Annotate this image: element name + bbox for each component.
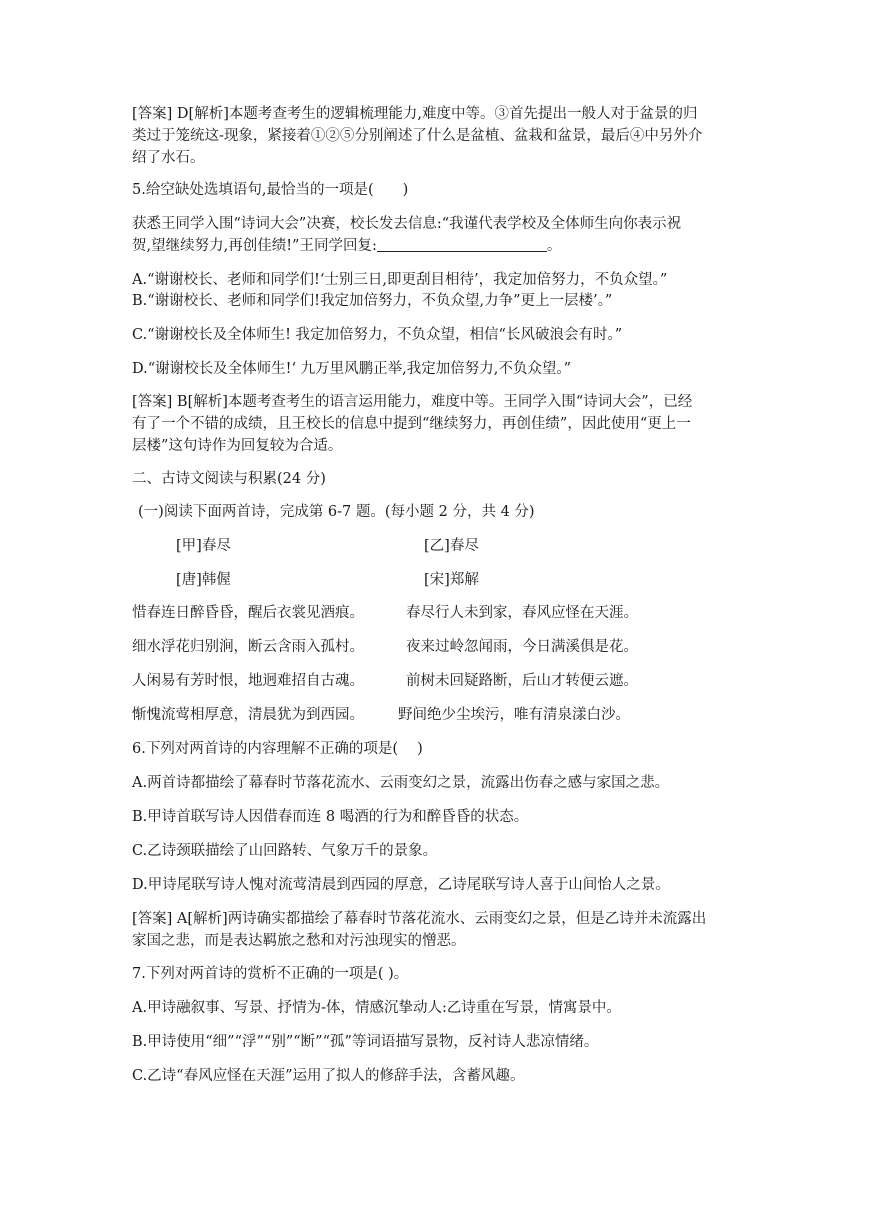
q5-option-b: B.“谢谢校长、老师和同学们!我定加倍努力，不负众望,力争”更上一层楼’。”	[132, 293, 613, 309]
q5-context	[132, 236, 561, 256]
q7-stem: 7.下列对两首诗的赏析不正确的一项是( )。	[132, 966, 409, 982]
q5-answer-line: 有了一个不错的成绩，且王校长的信息中提到“继续努力，再创佳绩”，因此使用“更上一	[132, 416, 691, 432]
q4-answer-line: [答案] D[解析]本题考查考生的逻辑梳理能力,难度中等。③首先提出一般人对于盆景的归	[132, 106, 698, 122]
poem-a-author: [唐]韩偓	[176, 572, 231, 588]
q4-answer-line: 类过于笼统这-现象，紧接着①②⑤分别阐述了什么是盆植、盆栽和盆景，最后④中另外介	[132, 128, 703, 144]
poem-a-line: 惭愧流莺相厚意，清晨犹为到西园。	[132, 707, 364, 723]
q7-option-a: A.甲诗融叙事、写景、抒情为-体，情感沉挚动人:乙诗重在写景，情寓景中。	[132, 1000, 621, 1016]
q7-option-c: C.乙诗“春风应怪在天涯”运用了拟人的修辞手法，含蓄风趣。	[132, 1068, 525, 1084]
poem-b-line: 野间绝少尘埃污，唯有清泉漾白沙。	[398, 707, 630, 723]
q6-answer-line: [答案] A[解析]两诗确实都描绘了幕春时节落花流水、云雨变幻之景，但是乙诗并未流露出	[132, 911, 707, 927]
q5-option-a: A.“谢谢校长、老师和同学们!‘士别三日,即更刮目相待’，我定加倍努力，不负众望。”	[132, 272, 668, 288]
section-instruction: (一)阅读下面两首诗，完成第 6-7 题。(每小题 2 分，共 4 分)	[138, 504, 535, 520]
q6-option-a: A.两首诗都描绘了幕春时节落花流水、云雨变幻之景，流露出伤春之感与家国之悲。	[132, 775, 670, 791]
q5-answer-line: 层楼”这句诗作为回复较为合适。	[132, 438, 343, 454]
q5-context-text: 贺,望继续努力,再创佳绩!”王同学回复:	[132, 238, 377, 254]
q4-answer-line: 绍了水石。	[132, 150, 205, 166]
q5-option-d: D.“谢谢校长及全体师生!‘ 九万里风鹏正举,我定加倍努力,不负众望。”	[132, 361, 572, 377]
q6-option-d: D.甲诗尾联写诗人愧对流莺清晨到西园的厚意，乙诗尾联写诗人喜于山间怡人之景。	[132, 877, 670, 893]
poem-a-line: 细水浮花归别涧，断云含雨入孤村。	[132, 639, 364, 655]
poem-b-title: [乙]春尽	[424, 538, 479, 554]
section-heading: 二、古诗文阅读与积累(24 分)	[132, 471, 326, 487]
q5-stem: 5.给空缺处选填语句,最恰当的一项是( )	[132, 182, 409, 198]
q5-context-end: 。	[546, 238, 562, 254]
poem-a-line: 惜春连日醉昏昏，醒后衣裳见酒痕。	[132, 605, 364, 621]
poem-b-author: [宋]郑解	[424, 572, 479, 588]
poem-a-line: 人闲易有芳时恨，地迥难招自古魂。	[132, 673, 364, 689]
q7-option-b: B.甲诗使用“细”“浮”“别”“断”“孤”等词语描写景物，反衬诗人悲凉情绪。	[132, 1034, 599, 1050]
q5-option-c: C.“谢谢校长及全体师生! 我定加倍努力，不负众望，相信“长风破浪会有时。”	[132, 327, 623, 343]
q6-stem: 6.下列对两首诗的内容理解不正确的项是( )	[132, 741, 423, 757]
q6-option-c: C.乙诗颈联描绘了山回路转、气象万千的景象。	[132, 843, 438, 859]
q5-answer-line: [答案] B[解析]本题考查考生的语言运用能力，难度中等。王同学入围“诗词大会”，已经	[132, 394, 693, 410]
q6-answer-line: 家国之悲，而是表达羁旅之愁和对污浊现实的憎恶。	[132, 933, 466, 949]
poem-b-line: 春尽行人未到家，春风应怪在天涯。	[406, 605, 638, 621]
q6-option-b: B.甲诗首联写诗人因借春而连 8 喝酒的行为和醉昏昏的状态。	[132, 809, 529, 825]
fill-in-blank	[377, 237, 547, 252]
poem-b-line: 前树未回疑路断，后山才转便云遮。	[406, 673, 638, 689]
poem-a-title: [甲]春尽	[176, 538, 231, 554]
poem-b-line: 夜来过岭忽闻雨，今日满溪俱是花。	[406, 639, 638, 655]
q5-context: 获悉王同学入围“诗词大会”决赛，校长发去信息:“我谨代表学校及全体师生向你表示祝	[132, 216, 682, 232]
